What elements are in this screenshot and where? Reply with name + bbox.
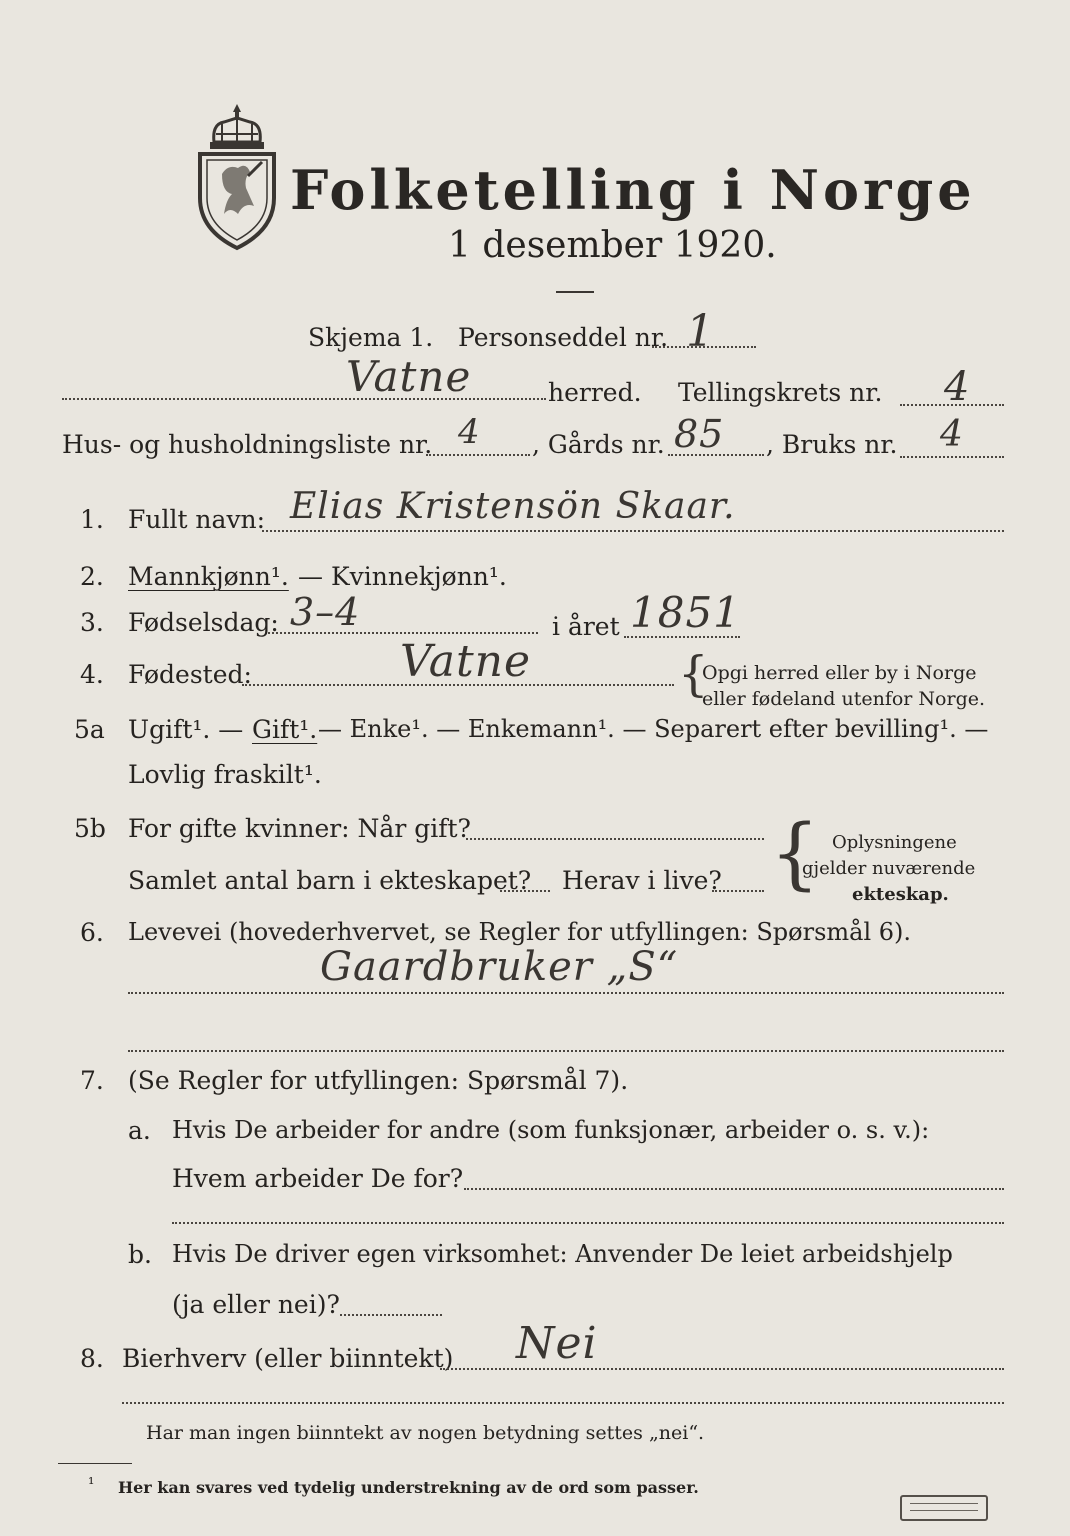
footnote-text: Her kan svares ved tydelig understrekning av de ord som passer. [118,1478,699,1497]
q1-number: 1. [80,505,104,534]
q5b-note-line2: gjelder nuværende [802,858,976,879]
q4-birthplace-value: Vatne [400,636,532,687]
husliste-field-line[interactable] [426,454,530,456]
q7b-line2: (ja eller nei)? [172,1290,340,1319]
schema-label: Skjema 1. [308,323,434,352]
q5a-number: 5a [74,715,105,744]
q1-full-name-value: Elias Kristensön Skaar. [290,486,736,527]
q3-year-label: i året [552,612,620,641]
q5a-gift-option[interactable]: Gift¹. [252,715,318,744]
personseddel-value: 1 [686,306,715,357]
footnote-mark: ¹ [88,1474,95,1493]
tellingskrets-value: 4 [944,364,971,410]
q7-label: (Se Regler for utfyllingen: Spørsmål 7). [128,1066,629,1095]
gards-label: , Gårds nr. [532,430,665,459]
q7a-line2: Hvem arbeider De for? [172,1164,464,1193]
q5b-number: 5b [74,814,106,843]
q4-label: Fødested: [128,660,252,689]
q1-field-line[interactable] [262,530,1004,532]
q3-birthday-value: 3–4 [290,590,361,634]
bruks-field-line[interactable] [900,456,1004,458]
q8-label: Bierhverv (eller biinntekt) [122,1344,454,1373]
q6-field-line-2[interactable] [128,1050,1004,1052]
q5b-note-line1: Oplysningene [832,832,957,853]
q7b-answer-field[interactable] [340,1314,442,1316]
q7a-line1: Hvis De arbeider for andre (som funksjonær, arbeider o. s. v.): [172,1116,930,1144]
personseddel-label: Personseddel nr. [458,323,669,352]
q4-note-line2: eller fødeland utenfor Norge. [702,688,986,710]
q6-occupation-value: Gaardbruker „S“ [320,944,679,990]
herred-value: Vatne [346,352,472,401]
q7a-employer-field-2[interactable] [172,1222,1004,1224]
q5b-children-field[interactable] [500,890,550,892]
q5b-note-line3: ekteskap. [852,884,949,905]
q6-field-line-1[interactable] [128,992,1004,994]
q3-year-value: 1851 [630,588,741,637]
q5b-note-brace: { [770,809,820,899]
q8-field-line-2[interactable] [122,1402,1004,1404]
q5b-alive-label: Herav i live? [562,866,722,895]
q5a-other-options[interactable]: — Enke¹. — Enkemann¹. — Separert efter bevilling¹. — [318,715,989,743]
husliste-value: 4 [458,412,481,452]
q2-female-option[interactable]: — Kvinnekjønn¹. [298,562,507,591]
gards-value: 85 [674,412,725,456]
q8-note: Har man ingen biinntekt av nogen betydning settes „nei“. [146,1422,705,1444]
q2-male-option[interactable]: Mannkjønn¹. [128,562,289,591]
q4-number: 4. [80,660,104,689]
q7a-employer-field[interactable] [464,1188,1004,1190]
q5b-line1: For gifte kvinner: Når gift? [128,814,471,843]
q7b-line1: Hvis De driver egen virksomhet: Anvender De leiet arbeidshjelp [172,1240,953,1268]
q1-label: Fullt navn: [128,505,266,534]
q5a-ugift-option[interactable]: Ugift¹. — [128,715,244,744]
q8-number: 8. [80,1344,104,1373]
q5a-fraskilt-option[interactable]: Lovlig fraskilt¹. [128,760,322,789]
q5b-children-label: Samlet antal barn i ekteskapet? [128,866,532,895]
husliste-label: Hus- og husholdningsliste nr. [62,430,433,459]
census-date: 1 desember 1920. [448,225,777,266]
q7-number: 7. [80,1066,104,1095]
q6-number: 6. [80,918,104,947]
printer-stamp [900,1495,988,1521]
q5b-when-married-field[interactable] [466,838,764,840]
q5b-alive-field[interactable] [712,890,764,892]
q4-note-brace: { [678,646,709,702]
q6-label: Levevei (hovederhvervet, se Regler for utfyllingen: Spørsmål 6). [128,918,912,946]
herred-label: herred. [548,378,642,407]
q3-number: 3. [80,608,104,637]
q4-note-line1: Opgi herred eller by i Norge [702,662,977,684]
bruks-label: , Bruks nr. [766,430,898,459]
form-title: Folketelling i Norge [290,158,976,222]
q7b-letter: b. [128,1240,152,1269]
tellingskrets-label: Tellingskrets nr. [678,378,883,407]
header-divider [556,291,594,293]
footnote-divider [58,1463,132,1464]
q7a-letter: a. [128,1116,151,1145]
coat-of-arms-icon [192,102,282,252]
q3-label: Fødselsdag: [128,608,279,637]
herred-field-line[interactable] [62,398,546,400]
q8-value: Nei [516,1318,598,1369]
bruks-value: 4 [940,414,964,455]
q2-number: 2. [80,562,104,591]
